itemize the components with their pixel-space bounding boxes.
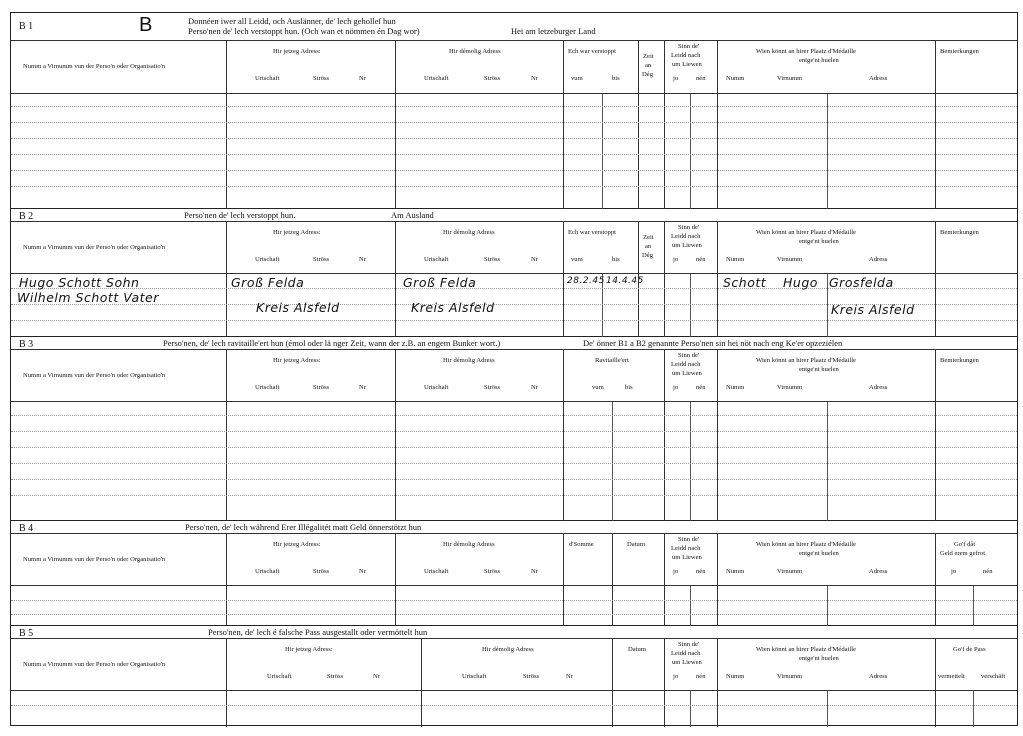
col-nr-header: Nr <box>359 75 366 82</box>
col-current-address-header: Hir jetzeg Adress: <box>273 541 321 548</box>
col-street-header: Ströss <box>484 256 501 263</box>
col-to-header: bis <box>612 75 620 82</box>
col-nr-header: Nr <box>359 384 366 391</box>
col-alive-header-3: um Liewen <box>672 659 702 666</box>
col-medal-name-header: Numm <box>726 673 745 680</box>
col-nr-header: Nr <box>531 568 538 575</box>
handwritten-medal-address: Grosfelda <box>829 275 894 290</box>
col-alive-header-3: um Liewen <box>672 61 702 68</box>
col-alive-header-2: Leidd nach <box>671 52 701 59</box>
col-hidden-header: Ech war verstoppt <box>568 229 616 236</box>
col-medal-firstname-header: Virnumm <box>777 568 803 575</box>
col-town-header: Urtschaft <box>424 256 449 263</box>
col-issued-header: vermettelt <box>938 673 965 680</box>
col-nr-header: Nr <box>359 568 366 575</box>
col-medal-address-header: Adress <box>869 673 888 680</box>
section-title: Perso'nen de' lech verstoppt hun. <box>184 210 296 220</box>
col-alive-header: Sinn de' <box>678 536 700 543</box>
col-no-header: nén <box>696 256 706 263</box>
col-medal-address-header: Adress <box>869 568 888 575</box>
handwritten-current-street: Kreis Alsfeld <box>256 300 340 315</box>
col-to-header: bis <box>612 256 620 263</box>
col-pass-header: Go'f de Pass <box>953 646 986 653</box>
col-money-header: Go'f dât <box>954 541 976 548</box>
col-former-address-header: Hir démolig Adress <box>449 48 501 55</box>
table-body <box>11 402 1017 521</box>
col-name-header: Numm a Virnumm vun der Perso'n oder Organisatio'n <box>23 63 166 70</box>
handwritten-name: Wilhelm Schott Vater <box>17 290 159 305</box>
col-date-header: Datum <box>628 646 646 653</box>
col-medal-header: Wien könnt an hirer Plaatz d'Médaille <box>756 646 856 653</box>
col-medal-name-header: Numm <box>726 568 745 575</box>
handwritten-name: Hugo Schott Sohn <box>19 275 140 290</box>
col-from-header: vum <box>571 75 583 82</box>
col-medal-header-2: entge'nt huelen <box>799 366 839 373</box>
table-body <box>11 94 1017 209</box>
col-hidden-header: Ech war verstoppt <box>568 48 616 55</box>
col-yes-header: jo <box>673 75 679 82</box>
col-time-header-3: Dég <box>642 71 653 78</box>
table-body <box>11 691 1017 727</box>
table-body <box>11 586 1017 626</box>
col-time-header-2: an <box>645 243 652 250</box>
section-id: B 5 <box>19 628 34 639</box>
col-time-header: Zeit <box>643 53 654 60</box>
col-nr-header: Nr <box>531 75 538 82</box>
col-town-header: Urtschaft <box>424 568 449 575</box>
col-name-header: Numm a Virnumm vun der Perso'n oder Organisatio'n <box>23 372 166 379</box>
section-b5 <box>11 626 1017 727</box>
col-current-address-header: Hir jetzeg Adress: <box>273 357 321 364</box>
col-time-header: Zeit <box>643 234 654 241</box>
table-header <box>11 41 1017 94</box>
col-remarks-header: Bemierkungen <box>940 357 979 364</box>
col-no-header: nén <box>696 75 706 82</box>
col-town-header: Urtschaft <box>255 568 280 575</box>
col-current-address-header: Hir jetzeg Adress: <box>285 646 333 653</box>
col-street-header: Ströss <box>313 75 330 82</box>
col-medal-firstname-header: Virnumm <box>777 673 803 680</box>
col-yes-header: jo <box>673 384 679 391</box>
col-current-address-header: Hir jetzeg Adress: <box>273 48 321 55</box>
col-medal-firstname-header: Virnumm <box>777 75 803 82</box>
section-id: B 1 <box>19 21 34 32</box>
col-nr-header: Nr <box>531 256 538 263</box>
col-medal-header-2: entge'nt huelen <box>799 550 839 557</box>
form-page <box>10 12 1018 726</box>
col-yes-header: jo <box>673 568 679 575</box>
section-title-line2: Perso'nen de' lech verstoppt hun. (Och wan et nömmen én Dag wor) <box>188 26 420 36</box>
col-street-header: Ströss <box>523 673 540 680</box>
col-medal-name-header: Numm <box>726 75 745 82</box>
handwritten-medal-firstname: Hugo <box>783 275 818 290</box>
col-name-header: Numm a Virnumm vun der Perso'n oder Organisatio'n <box>23 556 166 563</box>
col-street-header: Ströss <box>313 568 330 575</box>
handwritten-current-town: Groß Felda <box>231 275 305 290</box>
handwritten-former-town: Groß Felda <box>403 275 477 290</box>
col-nr-header: Nr <box>359 256 366 263</box>
col-town-header: Urtschaft <box>462 673 487 680</box>
col-alive-header-2: Leidd nach <box>671 545 701 552</box>
col-to-header: bis <box>625 384 633 391</box>
col-town-header: Urtschaft <box>424 75 449 82</box>
handwritten-date-to: 14.4.45 <box>606 276 644 286</box>
col-nr-header: Nr <box>531 384 538 391</box>
handwritten-medal-name: Schott <box>723 275 767 290</box>
col-yes-header: jo <box>951 568 957 575</box>
handwritten-medal-address-2: Kreis Alsfeld <box>831 302 915 317</box>
col-name-header: Numm a Virnumm vun der Perso'n oder Organisatio'n <box>23 244 166 251</box>
col-street-header: Ströss <box>484 75 501 82</box>
col-medal-header: Wien könnt an hirer Plaatz d'Médaille <box>756 541 856 548</box>
col-nr-header: Nr <box>373 673 380 680</box>
col-yes-header: jo <box>673 673 679 680</box>
col-alive-header: Sinn de' <box>678 352 700 359</box>
col-remarks-header: Bemierkungen <box>940 48 979 55</box>
col-former-address-header: Hir démolig Adress <box>443 541 495 548</box>
col-date-header: Datum <box>627 541 645 548</box>
col-medal-firstname-header: Virnumm <box>777 384 803 391</box>
section-title: Perso'nen, de' lech während Erer Illégalitét matt Geld önnerstötzt hun <box>185 522 422 532</box>
table-header <box>11 222 1017 274</box>
section-b1 <box>11 13 1017 209</box>
col-time-header-3: Dég <box>642 252 653 259</box>
section-b4 <box>11 521 1017 626</box>
section-id: B 4 <box>19 523 34 534</box>
col-no-header: nén <box>696 673 706 680</box>
col-medal-name-header: Numm <box>726 384 745 391</box>
col-time-header-2: an <box>645 62 652 69</box>
col-alive-header: Sinn de' <box>678 224 700 231</box>
col-from-header: vum <box>571 256 583 263</box>
section-title: Perso'nen, de' lech ravitaille'ert hun (émol oder lä nger Zeit, wann der z.B. an engem Bunker wort.) <box>163 338 501 348</box>
col-nr-header: Nr <box>566 673 573 680</box>
handwritten-former-street: Kreis Alsfeld <box>411 300 495 315</box>
col-medal-name-header: Numm <box>726 256 745 263</box>
col-street-header: Ströss <box>327 673 344 680</box>
col-medal-header-2: entge'nt huelen <box>799 655 839 662</box>
col-alive-header-2: Leidd nach <box>671 361 701 368</box>
col-alive-header-2: Leidd nach <box>671 233 701 240</box>
handwritten-date-from: 28.2.45 <box>567 276 605 286</box>
section-id: B 3 <box>19 339 34 350</box>
col-medal-address-header: Adress <box>869 256 888 263</box>
section-title-note: De' önner B1 a B2 genannte Perso'nen sin hei nöt nach eng Ke'er opzeziélen <box>583 338 843 348</box>
section-b2 <box>11 209 1017 337</box>
col-medal-header-2: entge'nt huelen <box>799 57 839 64</box>
col-street-header: Ströss <box>313 384 330 391</box>
col-former-address-header: Hir démolig Adress <box>482 646 534 653</box>
col-yes-header: jo <box>673 256 679 263</box>
col-provided-header: verschäft <box>981 673 1006 680</box>
table-header <box>11 350 1017 402</box>
col-alive-header-2: Leidd nach <box>671 650 701 657</box>
col-former-address-header: Hir démolig Adress <box>443 357 495 364</box>
col-medal-address-header: Adress <box>869 75 888 82</box>
col-town-header: Urtschaft <box>424 384 449 391</box>
section-title-location: Am Ausland <box>391 210 434 220</box>
col-town-header: Urtschaft <box>255 256 280 263</box>
col-medal-address-header: Adress <box>869 384 888 391</box>
section-b3 <box>11 337 1017 521</box>
table-header <box>11 639 1017 691</box>
section-title: Donnéen iwer all Leidd, och Auslänner, de' lech geholleſ hun <box>188 16 396 26</box>
section-letter: B <box>139 14 153 36</box>
col-remarks-header: Bemierkungen <box>940 229 979 236</box>
col-medal-header: Wien könnt an hirer Plaatz d'Médaille <box>756 229 856 236</box>
col-alive-header: Sinn de' <box>678 641 700 648</box>
col-medal-header-2: entge'nt huelen <box>799 238 839 245</box>
col-medal-header: Wien könnt an hirer Plaatz d'Médaille <box>756 48 856 55</box>
section-id: B 2 <box>19 211 34 222</box>
col-town-header: Urtschaft <box>255 384 280 391</box>
section-title: Perso'nen, de' lech é falsche Pass ausgestallt oder vermöttelt hun <box>208 627 428 637</box>
col-alive-header: Sinn de' <box>678 43 700 50</box>
col-money-header-2: Geld erem gefrot <box>940 550 986 557</box>
col-former-address-header: Hir démolig Adress <box>443 229 495 236</box>
col-from-header: vum <box>592 384 604 391</box>
table-header <box>11 534 1017 586</box>
col-no-header: nén <box>983 568 993 575</box>
col-current-address-header: Hir jetzeg Adress: <box>273 229 321 236</box>
col-name-header: Numm a Virnumm vun der Perso'n oder Organisatio'n <box>23 661 166 668</box>
col-town-header: Urtschaft <box>255 75 280 82</box>
col-street-header: Ströss <box>484 568 501 575</box>
col-alive-header-3: um Liewen <box>672 370 702 377</box>
col-town-header: Urtschaft <box>267 673 292 680</box>
col-ravit-header: Ravitaille'ert <box>595 357 629 364</box>
col-alive-header-3: um Liewen <box>672 242 702 249</box>
table-body <box>11 274 1017 337</box>
col-street-header: Ströss <box>313 256 330 263</box>
col-medal-firstname-header: Virnumm <box>777 256 803 263</box>
section-title-location: Hei am letzeburger Land <box>511 26 596 36</box>
col-sum-header: d'Somme <box>569 541 594 548</box>
col-alive-header-3: um Liewen <box>672 554 702 561</box>
col-no-header: nén <box>696 384 706 391</box>
col-street-header: Ströss <box>484 384 501 391</box>
col-medal-header: Wien könnt an hirer Plaatz d'Médaille <box>756 357 856 364</box>
col-no-header: nén <box>696 568 706 575</box>
